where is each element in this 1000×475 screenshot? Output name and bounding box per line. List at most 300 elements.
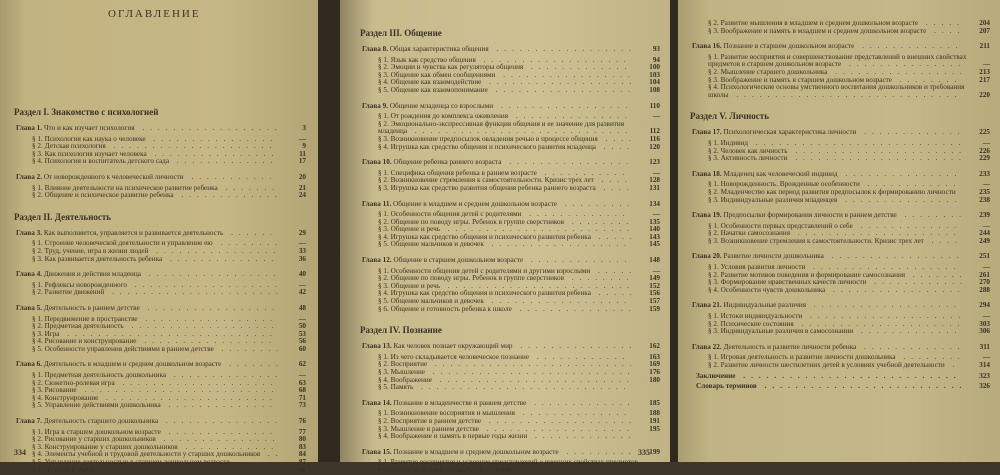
toc-para-entry xyxy=(360,433,660,441)
page-ref: 90 xyxy=(298,465,306,474)
entry-text: § 4. Игрушка как средство общения и психического развития ребенка xyxy=(378,289,591,298)
page-ref: 21 xyxy=(298,183,306,192)
entry-text: § 1. Развитие восприятия и совершенствование представлений о внешних свойствах предметов в старшем дошкольном возрасте xyxy=(708,52,967,69)
dot-leader: ..... xyxy=(590,289,638,298)
page-ref: 294 xyxy=(979,301,990,310)
book-page-middle xyxy=(340,0,670,474)
entry-text: § 5. Особенности управления действиями в раннем детстве xyxy=(32,344,214,353)
dot-leader: ............................ xyxy=(735,371,962,380)
entry-text: § 5. Управление действиями дошкольника xyxy=(32,401,161,410)
toc-entry-title xyxy=(692,302,968,310)
page-ref: 110 xyxy=(649,101,660,110)
chapter-label: Глава 15. xyxy=(362,447,392,456)
toc-entry-title xyxy=(378,87,638,95)
toc-end-entry xyxy=(690,373,990,381)
page-ref: 77 xyxy=(298,427,306,436)
toc-entry-title xyxy=(32,256,284,264)
dot-leader: ........................ xyxy=(439,225,635,234)
toc-entry-title xyxy=(32,346,284,354)
page-ref: 56 xyxy=(298,337,306,346)
entry-text: § 4. Конструирование xyxy=(32,393,99,402)
page-ref: 50 xyxy=(298,322,306,331)
dot-leader: ............ xyxy=(866,278,968,287)
toc-chapter-entry xyxy=(14,230,306,238)
page-ref: 314 xyxy=(979,361,990,369)
entry-text: § 2. Возникновение стремления к самостоятельности. Кризис трех лет xyxy=(378,176,594,185)
entry-text: § 2. Развитие мотивов поведения и формирование самосознания xyxy=(708,270,906,279)
toc-entry-title xyxy=(708,238,968,246)
page-ref: 152 xyxy=(649,281,660,290)
entry-text: § 2. Рисование у старших дошкольников xyxy=(32,435,156,444)
page-ref: 68 xyxy=(298,386,306,395)
toc-entry-title xyxy=(378,384,638,392)
entry-text: § 1. Психология как наука о человеке xyxy=(32,134,146,143)
dot-leader: ...................... xyxy=(787,146,967,155)
page-ref: 94 xyxy=(652,55,660,64)
page-ref: 24 xyxy=(298,191,306,200)
dot-leader: ......................... xyxy=(431,375,635,384)
dot-leader: ......................... xyxy=(76,386,280,395)
dot-leader: ............. xyxy=(521,210,631,219)
toc-entry-title xyxy=(692,129,968,137)
entry-text: § 3. Воображение и память в младшем и среднем дошкольном возрасте xyxy=(708,26,927,35)
page-ref: 108 xyxy=(649,85,660,94)
dot-leader: ............. xyxy=(523,63,633,72)
page-ref: 176 xyxy=(649,368,660,376)
toc-chapter-entry xyxy=(360,159,660,167)
chapter-label: Глава 18. xyxy=(692,169,722,178)
toc-chapter-entry xyxy=(360,400,660,408)
entry-text: Как выполняется, управляется и развивается деятельность xyxy=(43,228,224,237)
page-ref: 162 xyxy=(649,342,660,351)
page-ref: 251 xyxy=(979,252,990,261)
toc-para-entry xyxy=(690,328,990,336)
entry-text: § 2. Эмоции и чувства как регуляторы общения xyxy=(378,63,524,72)
chapter-label: Глава 16. xyxy=(692,42,722,51)
dot-leader: ................... xyxy=(475,55,632,64)
entry-text: § 3. Конструирование у старших дошкольников xyxy=(32,442,178,451)
toc-section-heading: Раздел III. Общение xyxy=(360,28,442,38)
dot-leader: ............... xyxy=(511,304,637,313)
toc-entry-title xyxy=(362,201,638,209)
dot-leader: ................. xyxy=(137,314,278,323)
entry-text: § 4. Рисование и конструирование xyxy=(32,337,137,346)
entry-text: § 3. Игрушка как средство развития общения ребенка раннего возраста xyxy=(378,183,596,192)
book-gutter-right xyxy=(670,0,678,462)
dot-leader: ..... xyxy=(918,19,965,27)
toc-entry-title xyxy=(362,400,638,408)
toc-list xyxy=(690,20,990,391)
dot-leader: ............. xyxy=(852,221,962,230)
dot-leader: ................. xyxy=(495,70,636,79)
entry-text: § 2. Труд, учение, игра в жизни людей xyxy=(32,246,149,255)
entry-text: § 1. Язык как средство общения xyxy=(378,55,476,64)
toc-entry-title xyxy=(378,433,638,441)
dot-leader: ....... xyxy=(221,360,284,369)
page-ref: 149 xyxy=(649,274,660,283)
page-ref: 288 xyxy=(979,285,990,294)
page-ref: 83 xyxy=(298,442,306,451)
page-ref: — xyxy=(652,112,660,121)
chapter-label: Глава 22. xyxy=(692,342,722,351)
page-ref: 225 xyxy=(979,128,990,137)
page-ref: 20 xyxy=(298,172,306,181)
page-ref: 213 xyxy=(979,67,990,76)
page-ref: 204 xyxy=(979,19,990,27)
page-ref: 93 xyxy=(652,45,660,53)
toc-para-entry xyxy=(360,241,660,249)
page-ref: 323 xyxy=(979,371,990,380)
dot-leader: ............. xyxy=(173,191,283,200)
dot-leader: ......... xyxy=(558,447,637,456)
entry-text: § 4. Воображение xyxy=(378,375,432,384)
entry-text: Общение в старшем дошкольном возрасте xyxy=(393,256,524,265)
entry-text: Психологическая характеристика личности xyxy=(723,128,857,137)
entry-text: § 3. Как психология изучает человека xyxy=(32,149,147,158)
dot-leader: ........................... xyxy=(413,383,632,392)
page-ref: 140 xyxy=(649,225,660,234)
entry-text: Индивидуальные различия xyxy=(723,301,806,310)
dot-leader: .......................... xyxy=(427,360,638,369)
entry-text: § 1. Особенности общения детей с родителями и другими взрослыми xyxy=(378,266,591,275)
entry-text: Деятельность в раннем детстве xyxy=(43,303,140,312)
entry-text: Общение в младшем и среднем дошкольном возрасте xyxy=(393,199,558,208)
entry-text: § 1. От рождения до комплекса оживления xyxy=(378,112,509,121)
entry-text: § 1. Предметная деятельность дошкольника xyxy=(32,371,167,380)
dot-leader: ........................... xyxy=(59,329,278,338)
entry-text: § 3. Индивидуальные различия в самосознании xyxy=(708,327,854,336)
toc-entry-title xyxy=(708,28,968,36)
entry-text: § 2. Развитие личности шестилетних детей в условиях учебной деятельности xyxy=(708,361,945,369)
dot-leader: ................... xyxy=(481,78,638,87)
page-ref: — xyxy=(298,314,306,323)
toc-chapter-entry xyxy=(690,253,990,261)
dot-leader: ............ xyxy=(177,442,279,451)
page-ref: 229 xyxy=(979,154,990,163)
toc-entry-title xyxy=(32,158,284,166)
dot-leader: ......... xyxy=(557,199,636,208)
toc-para-entry xyxy=(14,256,306,264)
toc-entry-title xyxy=(692,212,968,220)
entry-text: Заключение xyxy=(696,371,736,380)
toc-entry-title xyxy=(708,328,968,336)
dot-leader: ..... xyxy=(229,458,277,466)
entry-text: § 2. Человек как личность xyxy=(708,146,788,155)
entry-text: § 1. Влияние деятельности на психическое развитие ребенка xyxy=(32,183,218,192)
page-number-left: 334 xyxy=(14,448,26,457)
entry-text: § 2. Общение по поводу игры. Ребенок в группе сверстников xyxy=(378,274,565,283)
page-ref: 169 xyxy=(649,360,660,369)
toc-entry-title xyxy=(32,192,284,200)
dot-leader: .................. xyxy=(483,240,632,249)
toc-chapter-entry xyxy=(14,174,306,182)
entry-text: § 2. Общение по поводу игры. Ребенок в группе сверстников xyxy=(378,217,565,226)
toc-entry-title xyxy=(378,306,638,314)
entry-text: Как человек познает окружающий мир xyxy=(393,342,513,351)
toc-entry-title xyxy=(32,467,284,475)
dot-leader: ............... xyxy=(837,195,963,204)
entry-text: § 3. Общение и речь xyxy=(378,225,440,234)
toc-para-entry xyxy=(14,192,306,200)
entry-text: § 5. Общение как взаимопонимание xyxy=(378,85,488,94)
entry-text: § 1. Из чего складывается человеческое познание xyxy=(378,352,530,361)
dot-leader: ...... xyxy=(223,228,278,237)
page-ref: 103 xyxy=(649,70,660,79)
dot-leader: .................. xyxy=(488,45,637,53)
page-ref: 211 xyxy=(979,42,990,51)
page-ref: — xyxy=(652,266,660,275)
page-ref: 60 xyxy=(298,344,306,353)
page-ref: 239 xyxy=(979,211,990,220)
page-ref: 226 xyxy=(979,146,990,155)
entry-text: § 3. Общение как обмен сообщениями xyxy=(378,70,496,79)
page-ref: — xyxy=(982,353,990,362)
entry-text: § 3. Общение и речь xyxy=(378,281,440,290)
entry-text: Словарь терминов xyxy=(696,382,757,391)
dot-leader: ..................... xyxy=(790,229,962,238)
entry-text: § 1. Индивид xyxy=(708,138,749,147)
toc-entry-title xyxy=(32,289,284,297)
page-ref: 159 xyxy=(649,304,660,313)
toc-entry-title xyxy=(362,159,638,167)
page-ref: 188 xyxy=(649,409,660,418)
chapter-label: Глава 9. xyxy=(362,101,389,110)
page-ref: 148 xyxy=(649,256,660,265)
toc-para-entry xyxy=(690,54,990,69)
page-ref: — xyxy=(652,465,660,474)
entry-text: § 2. Общение и психическое развитие ребенка xyxy=(32,191,174,200)
page-ref: — xyxy=(982,263,990,272)
page-ref: 145 xyxy=(649,240,660,249)
dot-leader: ............. xyxy=(526,398,636,407)
chapter-label: Глава 11. xyxy=(362,199,392,208)
dot-leader: ............. xyxy=(169,157,279,166)
dot-leader: ...................... xyxy=(787,154,967,163)
entry-text: § 1. Специфика общения ребенка в раннем возрасте xyxy=(378,168,537,177)
dot-leader: ................... xyxy=(123,322,280,331)
dot-leader: .................... xyxy=(802,312,966,321)
dot-leader: ........................... xyxy=(748,138,967,147)
entry-text: § 2. Эмоционально-экспрессивная функция общения и ее значение для развития младенца xyxy=(378,119,625,136)
toc-entry-title xyxy=(16,230,284,238)
toc-chapter-entry xyxy=(14,271,306,279)
entry-text: § 4. Воображение и память в первые годы жизни xyxy=(378,432,528,441)
page-ref: — xyxy=(298,280,306,289)
toc-chapter-entry xyxy=(360,343,660,351)
toc-chapter-entry xyxy=(690,212,990,220)
toc-chapter-entry xyxy=(360,449,660,457)
entry-text: § 2. Начатки самосознания xyxy=(708,229,791,238)
toc-entry-title xyxy=(708,155,968,163)
page-ref: 220 xyxy=(979,90,990,99)
dot-leader: ................ xyxy=(501,158,635,167)
entry-text: Предпосылки формирования личности в раннем детстве xyxy=(723,211,897,220)
page-ref: — xyxy=(982,60,990,69)
entry-text: От новорожденного к человеческой личности xyxy=(43,172,184,181)
dot-leader: ................... xyxy=(805,263,962,272)
entry-text: § 5. Управление деятельностью в старшем дошкольном возрасте xyxy=(32,458,230,466)
dot-leader: ....... xyxy=(217,183,281,192)
entry-text: § 4. Общение как взаимодействие xyxy=(378,78,482,87)
toc-chapter-entry xyxy=(360,201,660,209)
entry-text: § 6. От игры к учебе xyxy=(32,465,95,474)
dot-leader: ................... xyxy=(127,280,283,289)
dot-leader: ............... xyxy=(508,112,633,121)
page-ref: — xyxy=(982,180,990,189)
dot-leader: ................ xyxy=(145,134,279,143)
dot-leader: ............. xyxy=(856,342,966,351)
entry-text: § 6. Общение и готовность ребенка к школе xyxy=(378,304,512,313)
dot-leader: ............. xyxy=(523,256,633,265)
page-ref: — xyxy=(652,210,660,219)
toc-section-heading: Раздел I. Знакомство с психологией xyxy=(14,107,159,117)
page-ref: 157 xyxy=(649,297,660,306)
entry-text: Движения и действия младенца xyxy=(43,270,141,279)
toc-para-entry xyxy=(14,346,306,354)
entry-text: § 3. Мышление xyxy=(378,368,425,376)
toc-entry-title xyxy=(16,361,284,369)
entry-text: § 1. Игра в старшем дошкольном возрасте xyxy=(32,427,161,436)
page-ref: — xyxy=(298,134,306,143)
book-page-left xyxy=(0,0,318,474)
page-ref: 217 xyxy=(979,75,990,84)
toc-entry-title xyxy=(362,257,638,265)
page-ref: 244 xyxy=(979,229,990,238)
dot-leader: ............... xyxy=(155,435,281,444)
dot-leader: .............. xyxy=(162,254,280,263)
entry-text: § 1. Истоки индивидуальности xyxy=(708,312,803,321)
dot-leader: .................. xyxy=(483,297,632,306)
dot-leader: ............ xyxy=(529,352,631,361)
toc-chapter-entry xyxy=(14,305,306,313)
entry-text: § 4. Особенности чувств дошкольника xyxy=(708,285,826,294)
page-ref: 84 xyxy=(298,450,306,459)
dot-leader: ........ xyxy=(891,75,963,84)
entry-text: § 3. Рисование xyxy=(32,386,77,395)
dot-leader: .............. xyxy=(160,401,278,410)
toc-para-entry xyxy=(360,144,660,152)
page-ref: 123 xyxy=(649,158,660,167)
entry-text: Деятельность в младшем и среднем дошкольном возрасте xyxy=(43,360,222,369)
entry-text: Общая характеристика общения xyxy=(389,45,489,53)
toc-para-entry xyxy=(14,402,306,410)
book-page-right xyxy=(678,0,1000,462)
toc-para-entry xyxy=(360,459,660,474)
toc-para-entry xyxy=(690,362,990,370)
page-ref: 261 xyxy=(979,270,990,279)
page-ref: 100 xyxy=(649,63,660,72)
entry-text: § 2. Сюжетно-ролевая игра xyxy=(32,378,115,387)
dot-leader: ..... xyxy=(590,232,638,241)
chapter-label: Глава 3. xyxy=(16,228,43,237)
entry-text: Что и как изучает психология xyxy=(43,124,135,132)
dot-leader: ............. xyxy=(856,128,966,137)
chapter-label: Глава 4. xyxy=(16,270,43,279)
toc-entry-title xyxy=(708,84,968,99)
dot-leader: ........ xyxy=(212,239,283,248)
entry-text: § 5. Память xyxy=(378,383,414,392)
toc-entry-title xyxy=(16,305,284,313)
page-ref: 311 xyxy=(979,342,990,351)
page-ref: 191 xyxy=(649,416,660,425)
dot-leader: ............... xyxy=(512,342,638,351)
dot-leader: ........................ xyxy=(439,281,635,290)
toc-para-entry xyxy=(360,306,660,314)
toc-para-entry xyxy=(360,185,660,193)
page-ref: — xyxy=(982,312,990,321)
dot-leader: .... xyxy=(923,236,963,245)
toc-entry-title xyxy=(32,402,284,410)
page-ref: 76 xyxy=(298,417,306,426)
dot-leader: .......................... xyxy=(425,368,636,376)
toc-chapter-entry xyxy=(360,103,660,111)
entry-text: § 2. Развитие движений xyxy=(32,288,105,297)
entry-text: § 1. Условия развития личности xyxy=(708,263,806,272)
toc-entry-title xyxy=(708,54,968,69)
dot-leader: ........ xyxy=(564,217,635,226)
entry-text: § 3. Как развивается деятельность ребенка xyxy=(32,254,163,263)
entry-text: § 2. Восприятие в раннем детстве xyxy=(378,416,482,425)
toc-para-entry xyxy=(690,28,990,36)
toc-chapter-entry xyxy=(360,46,660,54)
dot-leader: ................... xyxy=(481,416,637,425)
dot-leader: .... xyxy=(595,183,635,192)
toc-para-entry xyxy=(360,121,660,136)
dot-leader: ............... xyxy=(837,169,963,178)
page-ref: 33 xyxy=(298,246,306,255)
dot-leader: ..... xyxy=(590,266,637,275)
page-ref: 36 xyxy=(298,254,306,263)
toc-chapter-entry xyxy=(690,129,990,137)
page-ref: 233 xyxy=(979,169,990,178)
dot-leader: . xyxy=(944,361,961,369)
entry-text: § 1. Рефлексы новорожденного xyxy=(32,280,127,289)
page-ref: 104 xyxy=(649,78,660,87)
toc-entry-title xyxy=(692,253,968,261)
dot-leader: ................. xyxy=(493,101,634,110)
dot-leader: ........... xyxy=(183,172,278,181)
toc-chapter-entry xyxy=(14,361,306,369)
page-ref: — xyxy=(982,221,990,230)
page-ref: 199 xyxy=(649,447,660,456)
dot-leader: ................ xyxy=(148,246,281,255)
toc-para-entry xyxy=(690,197,990,205)
toc-entry-title xyxy=(696,373,968,381)
entry-text: § 2. Развитие мышления в младшем и среднем дошкольном возрасте xyxy=(708,19,919,27)
toc-entry-title xyxy=(696,383,968,391)
toc-para-entry xyxy=(690,238,990,246)
dot-leader: ................ xyxy=(146,149,280,158)
page-ref: 326 xyxy=(979,382,990,391)
page-ref: 163 xyxy=(649,352,660,361)
toc-end-entry xyxy=(690,383,990,391)
page-ref: 73 xyxy=(298,401,306,410)
page-ref: 303 xyxy=(979,319,990,328)
dot-leader: ..................... xyxy=(105,142,278,151)
toc-entry-title xyxy=(708,287,968,295)
page-ref: 63 xyxy=(298,378,306,387)
dot-leader: ............... xyxy=(511,465,637,474)
entry-text: Познание в младшем и среднем дошкольном возрасте xyxy=(393,447,559,456)
page-ref: 62 xyxy=(298,360,306,369)
page-ref: 156 xyxy=(649,289,660,298)
page-ref: 131 xyxy=(649,183,660,192)
entry-text: § 2. Восприятие xyxy=(378,360,428,369)
entry-text: § 4. Психология и воспитатель детского сада xyxy=(32,157,170,166)
entry-text: § 3. Игра xyxy=(32,329,60,338)
entry-text: Познание в младенчестве и раннем детстве xyxy=(393,398,527,407)
entry-text: Деятельность старшего дошкольника xyxy=(43,417,159,426)
